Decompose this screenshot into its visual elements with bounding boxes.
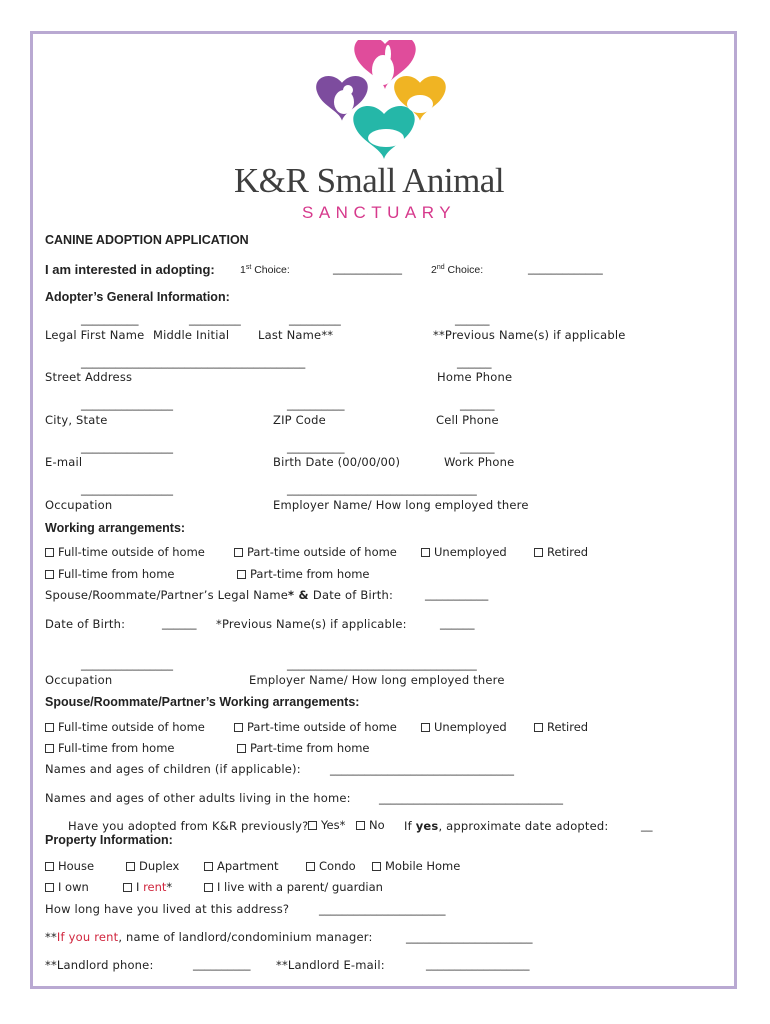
checkbox-spouse-pt-outside[interactable]: Part-time outside of home xyxy=(234,720,397,734)
checkbox-unemployed[interactable]: Unemployed xyxy=(421,545,507,559)
cell-phone-label: Cell Phone xyxy=(436,413,499,427)
birth-date-label: Birth Date (00/00/00) xyxy=(273,455,401,469)
previous-name-field[interactable]: ______ xyxy=(455,312,490,326)
form-title: CANINE ADOPTION APPLICATION xyxy=(45,233,249,247)
landlord-email-field[interactable]: __________________ xyxy=(426,957,530,971)
adopted-date-label: If yes, approximate date adopted: xyxy=(404,819,609,833)
last-name-field[interactable]: _________ xyxy=(289,312,341,326)
adopted-date-field[interactable]: __ xyxy=(641,818,653,832)
adults-label: Names and ages of other adults living in the home: xyxy=(45,791,351,805)
city-state-label: City, State xyxy=(45,413,108,427)
zip-code-field[interactable]: __________ xyxy=(287,397,345,411)
interest-label: I am interested in adopting: xyxy=(45,262,215,277)
first-name-label: Legal First Name xyxy=(45,328,145,342)
landlord-name-field[interactable]: ______________________ xyxy=(406,930,533,944)
children-field[interactable]: ________________________________ xyxy=(330,762,514,776)
landlord-name-label: **If you rent, name of landlord/condominium manager: xyxy=(45,930,373,944)
checkbox-duplex[interactable]: Duplex xyxy=(126,859,179,873)
guinea-pig-icon xyxy=(368,129,404,147)
street-address-field[interactable]: _______________________________________ xyxy=(81,355,306,369)
checkbox-condo[interactable]: Condo xyxy=(306,859,356,873)
checkbox-spouse-retired[interactable]: Retired xyxy=(534,720,588,734)
spouse-employer-label: Employer Name/ How long employed there xyxy=(249,673,505,687)
work-phone-field[interactable]: ______ xyxy=(460,440,495,454)
checkbox-own[interactable]: I own xyxy=(45,880,89,894)
last-name-label: Last Name** xyxy=(258,328,334,342)
work-phone-label: Work Phone xyxy=(444,455,515,469)
cell-phone-field[interactable]: ______ xyxy=(460,397,495,411)
landlord-email-label: **Landlord E-mail: xyxy=(276,958,385,972)
occupation-field[interactable]: ________________ xyxy=(81,482,173,496)
spouse-employer-field[interactable]: _________________________________ xyxy=(287,657,477,671)
checkbox-pt-home[interactable]: Part-time from home xyxy=(237,567,370,581)
checkbox-apartment[interactable]: Apartment xyxy=(204,859,279,873)
working-heading: Working arrangements: xyxy=(45,521,186,535)
home-phone-label: Home Phone xyxy=(437,370,513,384)
spouse-working-heading: Spouse/Roommate/Partner’s Working arrangements: xyxy=(45,695,360,709)
zip-code-label: ZIP Code xyxy=(273,413,326,427)
adults-field[interactable]: ________________________________ xyxy=(379,791,563,805)
checkbox-parent-guardian[interactable]: I live with a parent/ guardian xyxy=(204,880,383,894)
checkbox-house[interactable]: House xyxy=(45,859,94,873)
checkbox-ft-outside[interactable]: Full-time outside of home xyxy=(45,545,205,559)
brand-subtitle: SANCTUARY xyxy=(302,203,457,222)
adopted-before-question: Have you adopted from K&R previously? xyxy=(68,819,309,833)
checkbox-adopted-no[interactable]: No xyxy=(356,818,385,832)
previous-name-label: **Previous Name(s) if applicable xyxy=(433,328,626,342)
first-choice-field[interactable]: ____________ xyxy=(333,261,402,275)
brand-name: K&R Small Animal xyxy=(234,161,505,200)
checkbox-mobile-home[interactable]: Mobile Home xyxy=(372,859,460,873)
home-phone-field[interactable]: ______ xyxy=(457,355,492,369)
checkbox-adopted-yes[interactable]: Yes* xyxy=(308,818,345,832)
birth-date-field[interactable]: __________ xyxy=(287,440,345,454)
checkbox-spouse-unemployed[interactable]: Unemployed xyxy=(421,720,507,734)
checkbox-spouse-ft-outside[interactable]: Full-time outside of home xyxy=(45,720,205,734)
second-choice-field[interactable]: _____________ xyxy=(528,261,603,275)
checkbox-spouse-ft-home[interactable]: Full-time from home xyxy=(45,741,174,755)
first-name-field[interactable]: __________ xyxy=(81,312,139,326)
spouse-dob-field[interactable]: ______ xyxy=(162,616,197,630)
employer-label: Employer Name/ How long employed there xyxy=(273,498,529,512)
rabbit-icon xyxy=(372,55,394,85)
first-choice-label: 1st Choice: xyxy=(240,264,290,276)
hamster-icon xyxy=(407,95,433,113)
landlord-phone-label: **Landlord phone: xyxy=(45,958,154,972)
general-info-heading: Adopter’s General Information: xyxy=(45,290,230,304)
checkbox-pt-outside[interactable]: Part-time outside of home xyxy=(234,545,397,559)
spouse-previous-name-field[interactable]: ______ xyxy=(440,616,475,630)
property-heading: Property Information: xyxy=(45,833,173,847)
spouse-dob-label: Date of Birth: xyxy=(45,617,126,631)
street-address-label: Street Address xyxy=(45,370,133,384)
checkbox-rent[interactable]: I rent* xyxy=(123,880,172,894)
sanctuary-logo xyxy=(300,40,470,170)
spouse-name-label: Spouse/Roommate/Partner’s Legal Name* & Date of Birth: xyxy=(45,588,394,602)
landlord-phone-field[interactable]: __________ xyxy=(193,957,251,971)
middle-initial-field[interactable]: _________ xyxy=(189,312,241,326)
second-choice-label: 2nd Choice: xyxy=(431,264,484,276)
checkbox-ft-home[interactable]: Full-time from home xyxy=(45,567,174,581)
lived-label: How long have you lived at this address? xyxy=(45,902,290,916)
spouse-previous-name-label: *Previous Name(s) if applicable: xyxy=(216,617,407,631)
employer-field[interactable]: _________________________________ xyxy=(287,482,477,496)
email-label: E-mail xyxy=(45,455,83,469)
checkbox-spouse-pt-home[interactable]: Part-time from home xyxy=(237,741,370,755)
occupation-label: Occupation xyxy=(45,498,113,512)
children-label: Names and ages of children (if applicable): xyxy=(45,762,301,776)
middle-initial-label: Middle Initial xyxy=(153,328,230,342)
lived-field[interactable]: ______________________ xyxy=(319,902,446,916)
spouse-occupation-label: Occupation xyxy=(45,673,113,687)
spouse-name-field[interactable]: ___________ xyxy=(425,587,489,601)
spouse-occupation-field[interactable]: ________________ xyxy=(81,657,173,671)
city-state-field[interactable]: ________________ xyxy=(81,397,173,411)
checkbox-retired[interactable]: Retired xyxy=(534,545,588,559)
email-field[interactable]: ________________ xyxy=(81,440,173,454)
